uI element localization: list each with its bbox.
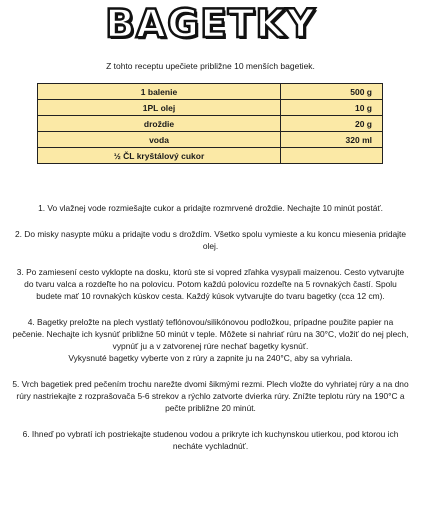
ingredients-table xyxy=(37,83,383,164)
ingredient-row xyxy=(38,116,383,132)
ingredient-name: droždie xyxy=(38,116,281,132)
ingredient-amount: 20 g xyxy=(281,116,383,132)
page-title: BAGETKY xyxy=(105,2,316,47)
ingredient-amount: 500 g xyxy=(281,84,383,100)
step-6: 6. Ihneď po vybratí ich postriekajte studenou vodou a prikryte ich kuchynskou utierkou, pod ktorou ich necháte vychladnúť. xyxy=(22,429,399,451)
ingredient-row xyxy=(38,132,383,148)
step-1: 1. Vo vlažnej vode rozmiešajte cukor a pridajte rozmrvené droždie. Nechajte 10 minút postáť. xyxy=(38,203,383,213)
ingredient-amount: 10 g xyxy=(281,100,383,116)
step-5: 5. Vrch bagetiek pred pečením trochu narežte dvomi šikmými rezmi. Plech vložte do vyhriatej rúry a na dno rúry nastriekajte z rozprašovača 5-6 strekov a rýchlo zatvorte dvierka rúry. Znížte teplotu rúry na 190°C a pečte približne 20 minút. xyxy=(12,379,409,413)
ingredient-name: voda xyxy=(38,132,281,148)
step-2: 2. Do misky nasypte múku a pridajte vodu s droždím. Všetko spolu vymieste a ku koncu miesenia pridajte olej. xyxy=(14,229,407,251)
ingredient-name: 1 balenie xyxy=(38,84,281,100)
step-4: 4. Bagetky preložte na plech vystlatý teflónovou/silikónovou podložkou, prípadne použite papier na pečenie. Nechajte ich kysnúť približne 50 minút v teple. Môžete si nahriať rúru na 30°C, vložiť do nej plech, vypnúť ju a v zatvorenej rúre nechať bagetky kysnúť. Vykysnuté bagetky vyberte von z rúry a zapnite ju na 240°C, aby sa vyhriala. xyxy=(12,317,409,363)
recipe-subtitle: Z tohto receptu upečiete približne 10 menších bagetiek. xyxy=(106,61,315,71)
ingredient-name: ½ ČL kryštálový cukor xyxy=(38,148,281,164)
ingredient-row xyxy=(38,84,383,100)
ingredient-name: 1PL olej xyxy=(38,100,281,116)
ingredient-row xyxy=(38,100,383,116)
ingredient-row xyxy=(38,148,383,164)
ingredient-amount: 320 ml xyxy=(281,132,383,148)
instructions xyxy=(12,202,409,466)
ingredient-amount xyxy=(281,148,383,164)
step-3: 3. Po zamiesení cesto vyklopte na dosku, ktorú ste si vopred zľahka vysypali maizenou. Cesto vytvarujte do tvaru valca a rozdeľte ho na polovicu. Potom každú polovicu rozdeľte na 5 rovnakých častí. Spolu budete mať 10 rovnakých kúskov cesta. Každý kúsok vytvarujte do tvaru bagetky (cca 12 cm). xyxy=(16,267,405,301)
